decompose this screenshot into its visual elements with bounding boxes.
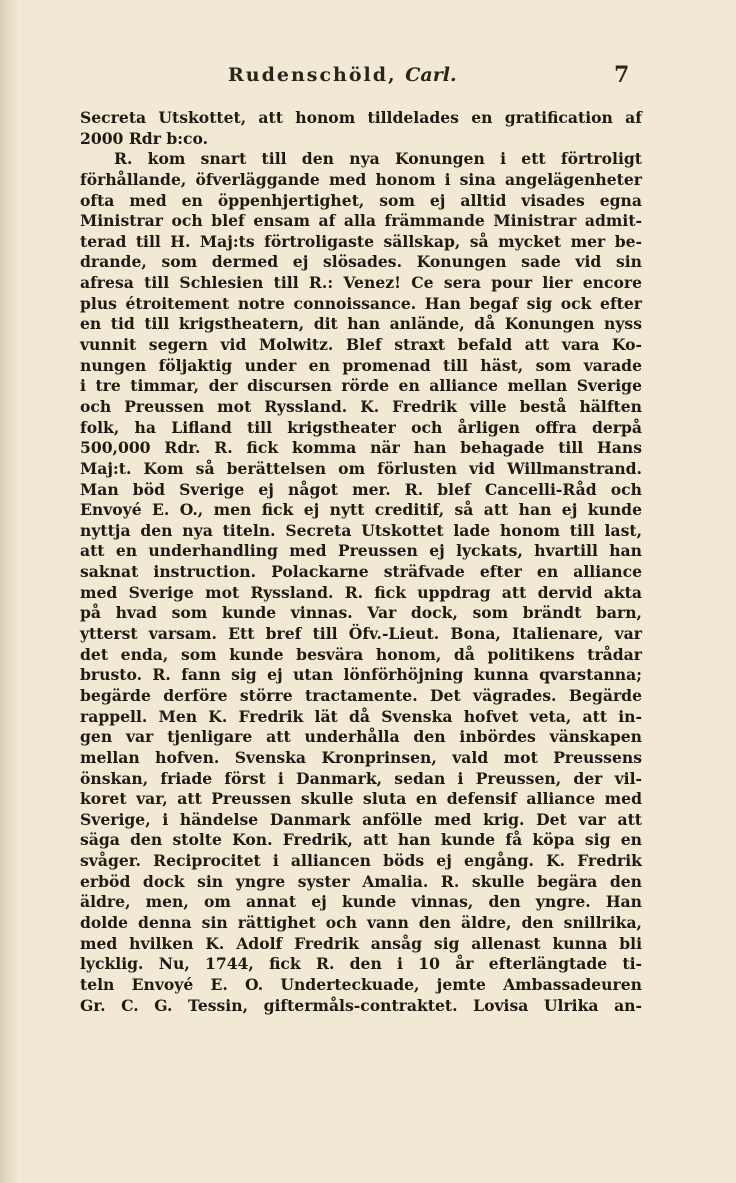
- text-line: teln Envoyé E. O. Underteckuade, jemte Ambassadeuren: [80, 974, 642, 994]
- text-line: R. kom snart till den nya Konungen i ett förtroligt: [114, 149, 642, 169]
- text-line: nungen följaktig under en promenad till häst, som varade: [80, 355, 642, 375]
- text-line: Gr. C. G. Tessin, giftermåls-contraktet. Lovisa Ulrika an-: [80, 995, 642, 1015]
- text-line: begärde derföre större tractamente. Det vägrades. Begärde: [80, 685, 642, 705]
- text-line: i tre timmar, der discursen rörde en alliance mellan Sverige: [80, 376, 642, 396]
- text-line: vunnit segern vid Molwitz. Blef straxt befald att vara Ko-: [80, 335, 642, 355]
- text-line: brusto. R. fann sig ej utan lönförhöjning kunna qvarstanna;: [80, 665, 642, 685]
- text-line: Ministrar och blef ensam af alla främmande Ministrar admit-: [80, 211, 642, 231]
- text-line: lycklig. Nu, 1744, fick R. den i 10 år efterlängtade ti-: [80, 954, 642, 974]
- running-head-name: Rudenschöld,: [228, 64, 406, 86]
- text-line: koret var, att Preussen skulle sluta en defensif alliance med: [80, 789, 642, 809]
- text-line: och Preussen mot Ryssland. K. Fredrik ville bestå hälften: [80, 396, 642, 416]
- text-line: nyttja den nya titeln. Secreta Utskottet lade honom till last,: [80, 520, 642, 540]
- text-line: önskan, friade först i Danmark, sedan i Preussen, der vil-: [80, 768, 642, 788]
- text-line: saknat instruction. Polackarne sträfvade efter en alliance: [80, 562, 642, 582]
- binding-shadow: [0, 0, 18, 1183]
- text-line: mellan hofven. Svenska Kronprinsen, vald mot Preussens: [80, 747, 642, 767]
- text-line: Sverige, i händelse Danmark anfölle med krig. Det var att: [80, 809, 642, 829]
- text-line: äldre, men, om annat ej kunde vinnas, den yngre. Han: [80, 892, 642, 912]
- text-line: terad till H. Maj:ts förtroligaste sällskap, så mycket mer be-: [80, 231, 642, 251]
- text-line: ofta med en öppenhjertighet, som ej alltid visades egna: [80, 190, 642, 210]
- text-line: afresa till Schlesien till R.: Venez! Ce sera pour lier encore: [80, 273, 642, 293]
- running-head: [228, 64, 457, 86]
- text-line: att en underhandling med Preussen ej lyckats, hvartill han: [80, 541, 642, 561]
- text-line: Secreta Utskottet, att honom tilldelades en gratification af: [80, 108, 642, 127]
- text-line: på hvad som kunde vinnas. Var dock, som brändt barn,: [80, 603, 642, 623]
- text-line: plus étroitement notre connoissance. Han begaf sig ock efter: [80, 293, 642, 313]
- page-header: [0, 64, 736, 94]
- text-line: en tid till krigstheatern, dit han anlände, då Konungen nyss: [80, 314, 642, 334]
- text-line: svåger. Reciprocitet i alliancen böds ej engång. K. Fredrik: [80, 851, 642, 871]
- text-line: dolde denna sin rättighet och vann den äldre, den snillrika,: [80, 912, 642, 932]
- text-line: Maj:t. Kom så berättelsen om förlusten vid Willmanstrand.: [80, 458, 642, 478]
- text-line: 2000 Rdr b:co.: [80, 128, 209, 148]
- text-line: Man böd Sverige ej något mer. R. blef Cancelli-Råd och: [80, 479, 642, 499]
- text-line: det enda, som kunde besvära honom, då politikens trådar: [80, 644, 642, 664]
- body-text: [80, 108, 642, 1016]
- page-number: 7: [614, 62, 630, 88]
- text-line: säga den stolte Kon. Fredrik, att han kunde få köpa sig en: [80, 830, 642, 850]
- running-head-italic: Carl.: [405, 64, 457, 86]
- text-line: erböd dock sin yngre syster Amalia. R. skulle begära den: [80, 871, 642, 891]
- text-line: med hvilken K. Adolf Fredrik ansåg sig allenast kunna bli: [80, 933, 642, 953]
- text-line: Envoyé E. O., men fick ej nytt creditif, så att han ej kunde: [80, 500, 642, 520]
- text-line: med Sverige mot Ryssland. R. fick uppdrag att dervid akta: [80, 582, 642, 602]
- text-line: folk, ha Lifland till krigstheater och årligen offra derpå: [80, 417, 642, 437]
- text-line: gen var tjenligare att underhålla den inbördes vänskapen: [80, 727, 642, 747]
- text-line: rappell. Men K. Fredrik lät då Svenska hofvet veta, att in-: [80, 706, 642, 726]
- text-line: 500,000 Rdr. R. fick komma när han behagade till Hans: [80, 438, 642, 458]
- text-line: drande, som dermed ej slösades. Konungen sade vid sin: [80, 252, 642, 272]
- text-line: ytterst varsam. Ett bref till Öfv.-Lieut. Bona, Italienare, var: [80, 624, 642, 644]
- text-line: förhållande, öfverläggande med honom i sina angelägenheter: [80, 169, 642, 189]
